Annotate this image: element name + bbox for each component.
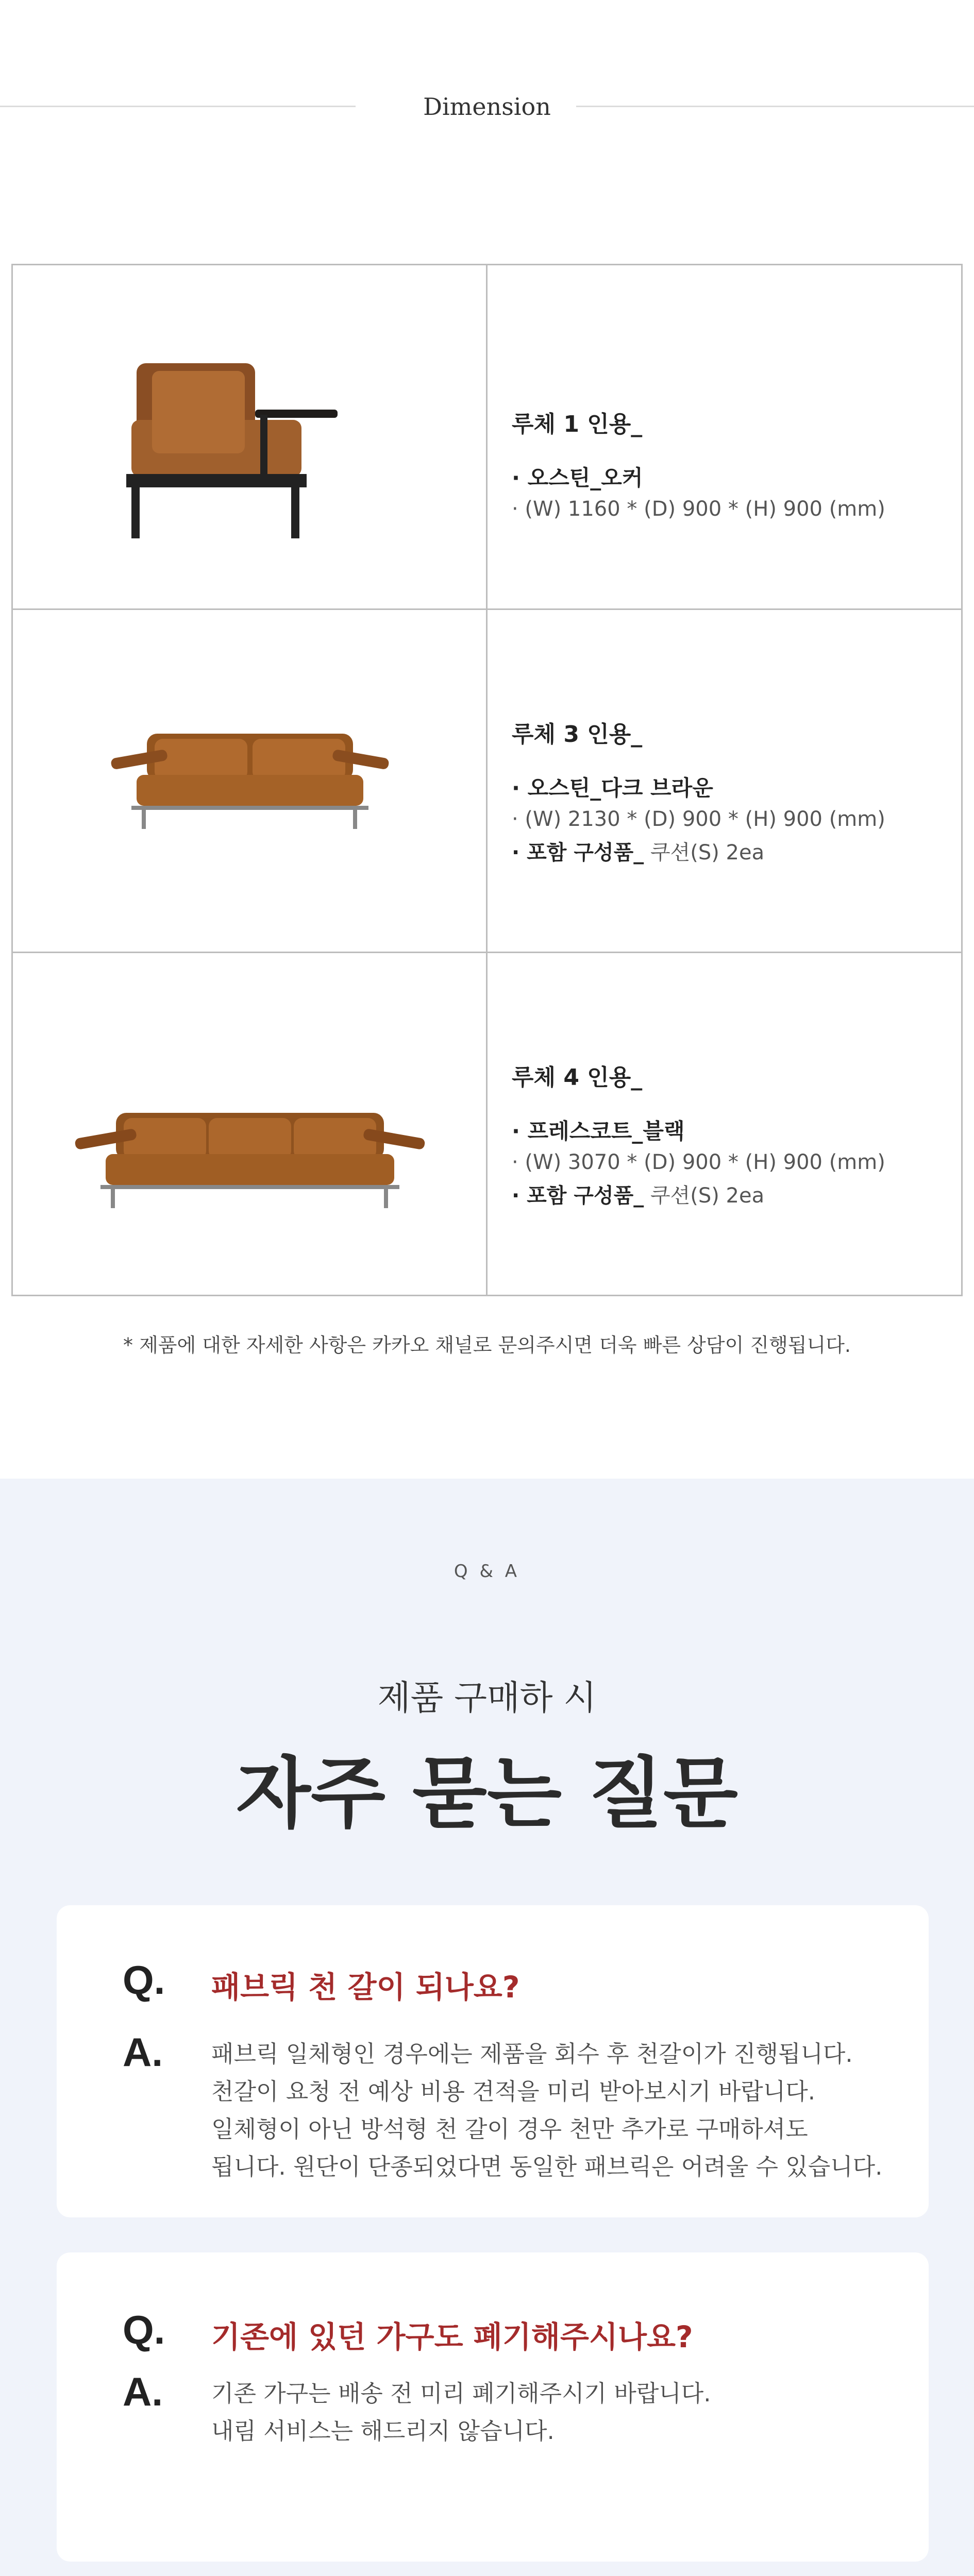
faq-answer bbox=[211, 2375, 711, 2450]
product-spec bbox=[512, 405, 885, 526]
table-column-divider bbox=[486, 265, 488, 1295]
product-size: · (W) 1160 * (D) 900 * (H) 900 (mm) bbox=[512, 497, 885, 521]
dimension-table bbox=[11, 264, 963, 1296]
faq-subtitle: 제품 구매하 시 bbox=[377, 1678, 597, 1718]
product-model: · 오스틴_오커 bbox=[512, 465, 643, 490]
product-name: 루체 4 인용_ bbox=[512, 1064, 643, 1091]
product-model: · 오스틴_다크 브라운 bbox=[512, 775, 713, 801]
armchair-image bbox=[100, 343, 379, 538]
product-size: · (W) 3070 * (D) 900 * (H) 900 (mm) bbox=[512, 1150, 885, 1174]
answer-mark: A. bbox=[123, 2029, 163, 2075]
product-includes bbox=[512, 1179, 885, 1209]
product-spec bbox=[512, 1059, 885, 1209]
question-mark: Q. bbox=[123, 2307, 165, 2352]
includes-label: · 포함 구성품_ bbox=[512, 1184, 644, 1208]
faq-title: 자주 묻는 질문 bbox=[236, 1749, 738, 1839]
includes-value: 쿠션(S) 2ea bbox=[644, 841, 765, 865]
contact-note: * 제품에 대한 자세한 사항은 카카오 채널로 문의주시면 더욱 빠른 상담이 진행됩니다. bbox=[123, 1334, 851, 1357]
answer-mark: A. bbox=[123, 2369, 163, 2414]
product-size: · (W) 2130 * (D) 900 * (H) 900 (mm) bbox=[512, 807, 885, 831]
includes-value: 쿠션(S) 2ea bbox=[644, 1184, 765, 1208]
answer-line: 됩니다. 원단이 단종되었다면 동일한 패브릭은 어려울 수 있습니다. bbox=[211, 2153, 883, 2180]
answer-line: 패브릭 일체형인 경우에는 제품을 회수 후 천갈이가 진행됩니다. bbox=[211, 2040, 853, 2067]
answer-line: 내림 서비스는 해드리지 않습니다. bbox=[211, 2417, 555, 2445]
faq-question: 패브릭 천 갈이 되나요? bbox=[211, 1970, 520, 2005]
four-seat-sofa-image bbox=[70, 1097, 430, 1211]
answer-line: 일체형이 아닌 방석형 천 갈이 경우 천만 추가로 구매하셔도 bbox=[211, 2115, 808, 2143]
three-seat-sofa-image bbox=[106, 718, 394, 832]
product-name: 루체 1 인용_ bbox=[512, 411, 643, 437]
product-model: · 프레스코트_블랙 bbox=[512, 1118, 685, 1144]
product-name: 루체 3 인용_ bbox=[512, 721, 643, 748]
faq-card bbox=[57, 2252, 929, 2562]
question-mark: Q. bbox=[123, 1957, 165, 2003]
product-spec bbox=[512, 716, 885, 866]
product-includes bbox=[512, 836, 885, 866]
faq-question: 기존에 있던 가구도 폐기해주시나요? bbox=[211, 2319, 693, 2354]
includes-label: · 포함 구성품_ bbox=[512, 841, 644, 865]
answer-line: 천갈이 요청 전 예상 비용 견적을 미리 받아보시기 바랍니다. bbox=[211, 2078, 816, 2105]
faq-answer bbox=[211, 2035, 882, 2185]
dimension-title: Dimension bbox=[423, 93, 551, 121]
faq-label: Q & A bbox=[454, 1561, 520, 1582]
answer-line: 기존 가구는 배송 전 미리 폐기해주시기 바랍니다. bbox=[211, 2380, 711, 2407]
faq-card bbox=[57, 1905, 929, 2217]
